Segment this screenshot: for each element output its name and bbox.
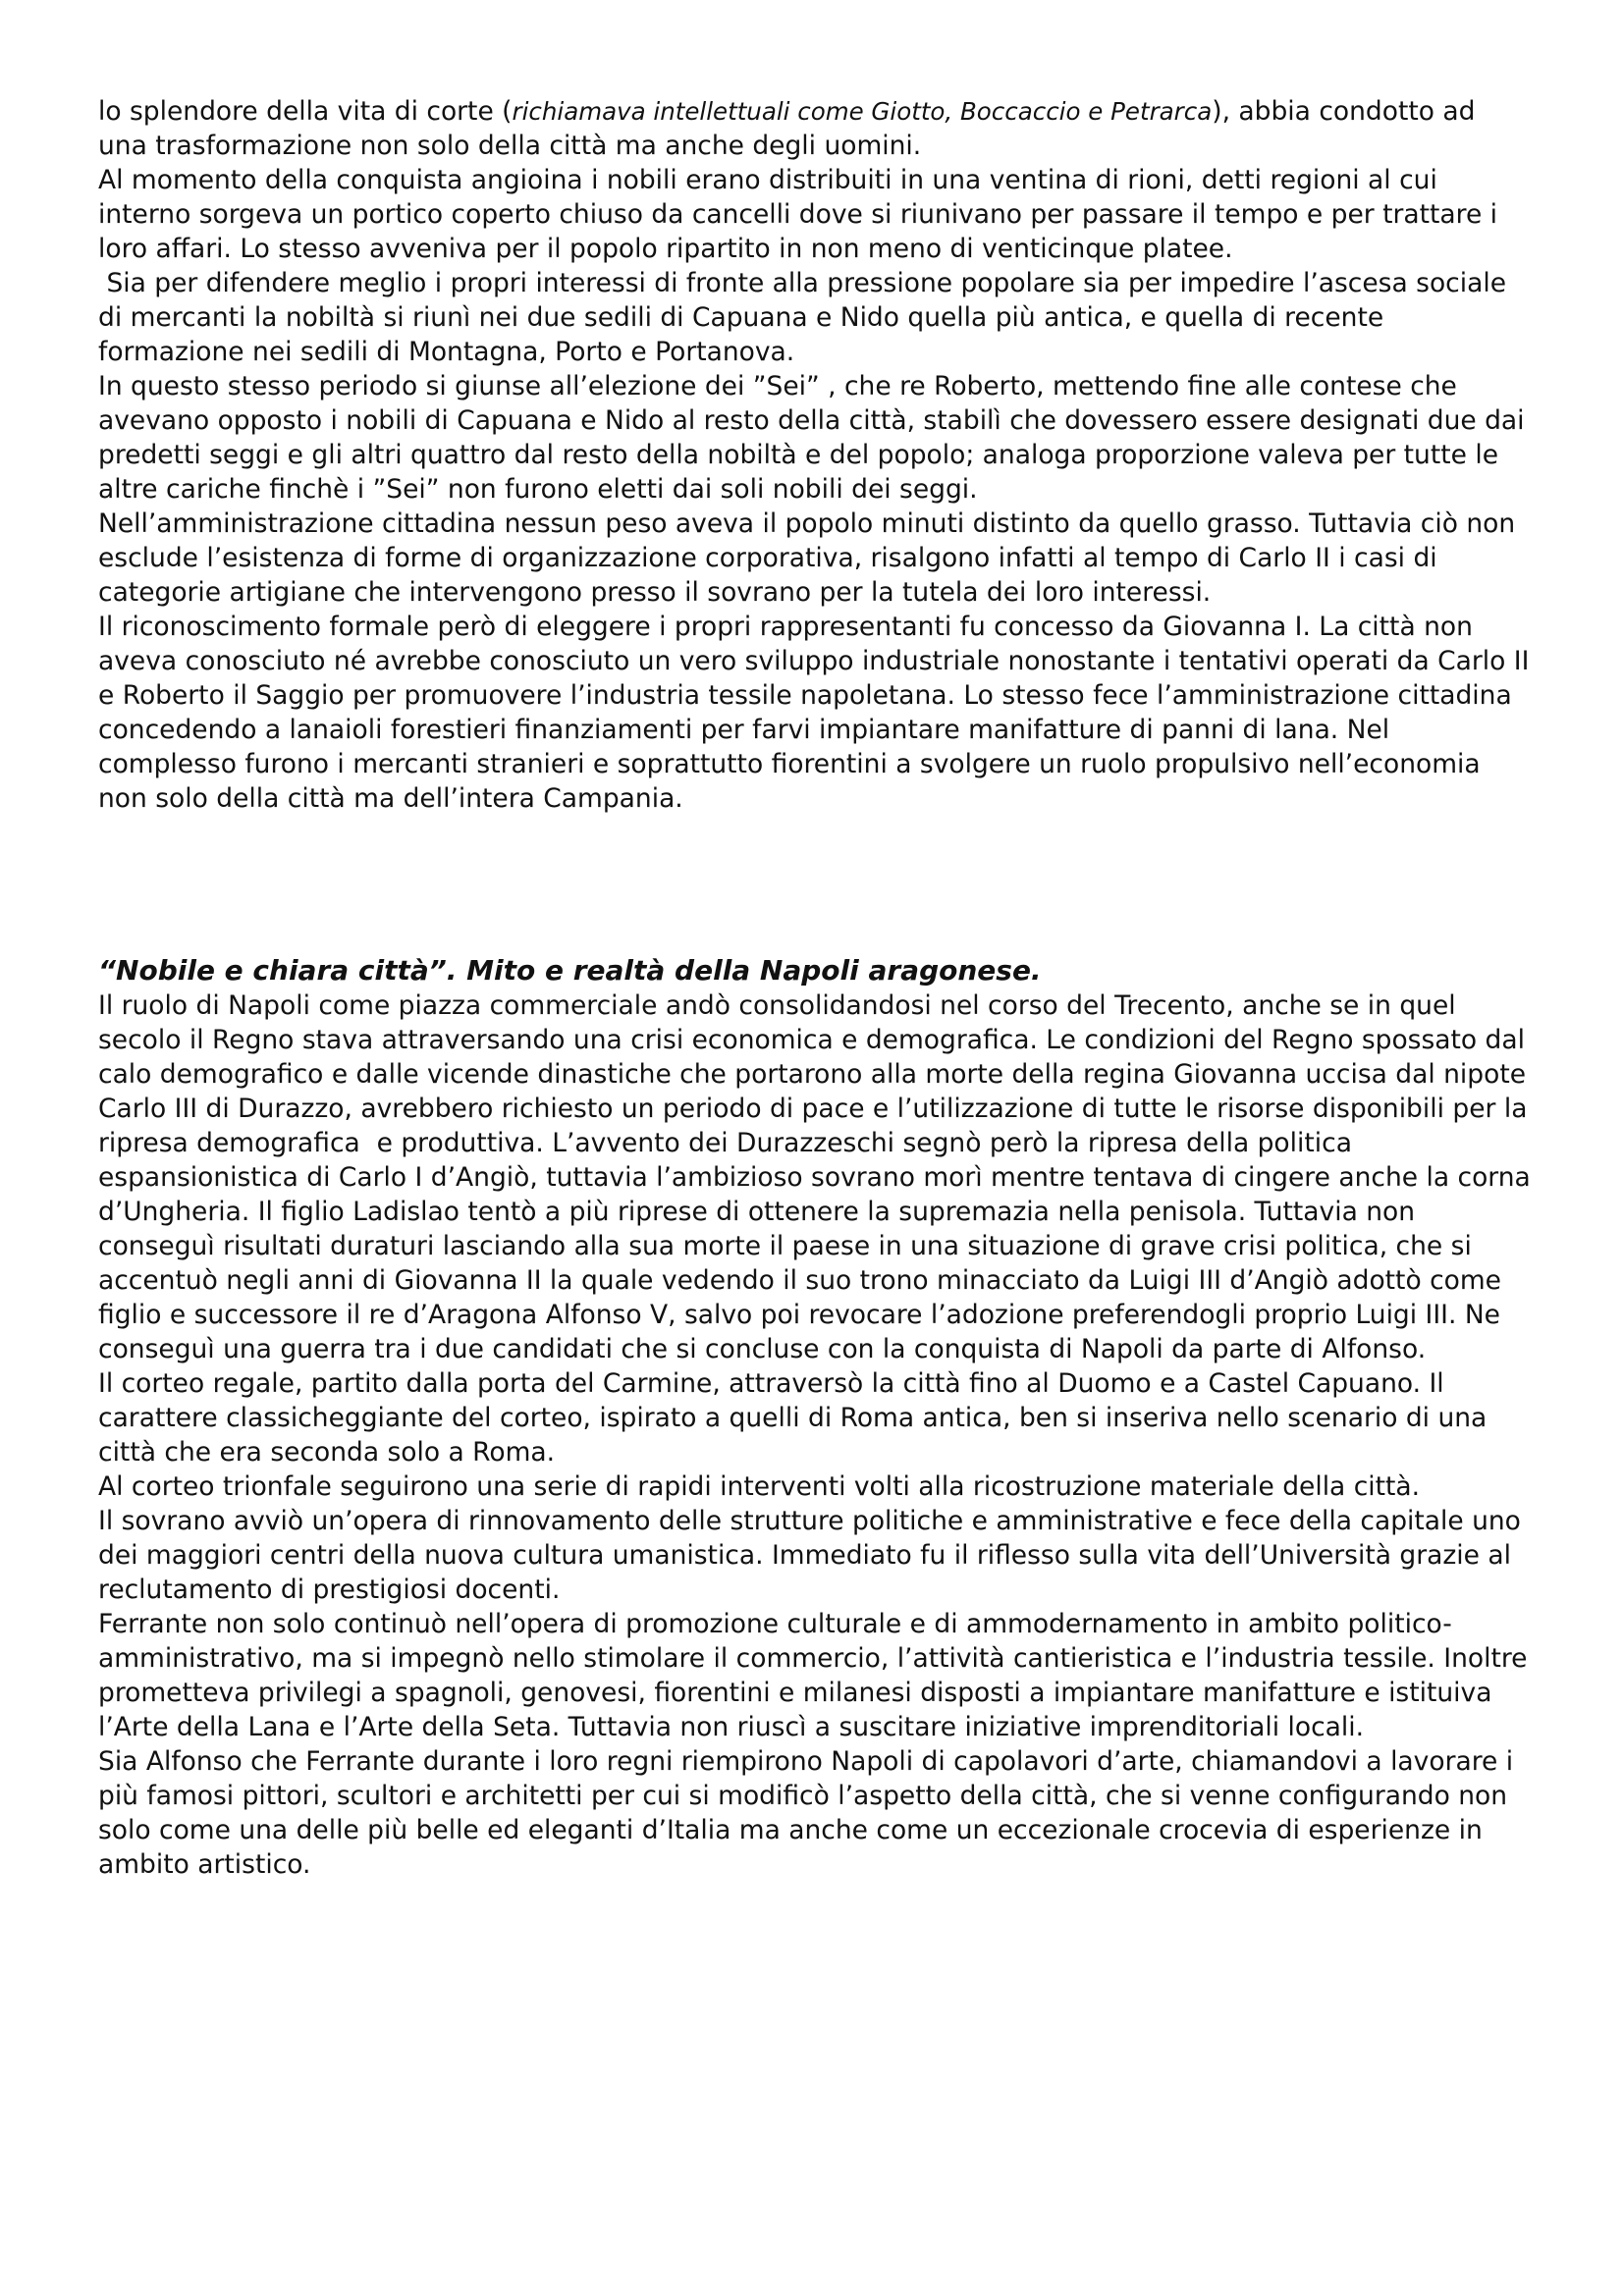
document-page <box>98 94 1540 1882</box>
paragraph-text: ), abbia condotto ad una trasformazione non solo della città ma anche degli uomini. <box>98 96 1476 161</box>
paragraph: Sia per difendere meglio i propri interessi di fronte alla pressione popolare sia per impedire l’ascesa sociale di mercanti la nobiltà si riunì nei due sedili di Capuana e Nido quella più antica, e quella di recente formazione nei sedili di Montagna, Porto e Portanova. <box>98 268 1515 367</box>
section-spacer <box>98 816 1532 953</box>
paragraph: Il sovrano avviò un’opera di rinnovamento delle strutture politiche e amministrative e fece della capitale uno dei maggiori centri della nuova cultura umanistica. Immediato fu il riflesso sulla vita dell’Università grazie al reclutamento di prestigiosi docenti. <box>98 1506 1521 1605</box>
paragraph: Nell’amministrazione cittadina nessun peso aveva il popolo minuti distinto da quello grasso. Tuttavia ciò non esclude l’esistenza di forme di organizzazione corporativa, risalgono infatti al tempo di Carlo II i casi di categorie artigiane che intervengono presso il sovrano per la tutela dei loro interessi. <box>98 508 1516 608</box>
paragraph-text: lo splendore della vita di corte ( <box>98 96 513 127</box>
paragraph: Ferrante non solo continuò nell’opera di promozione culturale e di ammodernamento in ambito politico-amministrativo, ma si impegnò nello stimolare il commercio, l’attività cantieristica e l’industria tessile. Inoltre prometteva privilegi a spagnoli, genovesi, fiorentini e milanesi disposti a impiantare manifatture e istituiva l’Arte della Lana e l’Arte della Seta. Tuttavia non riuscì a suscitare iniziative imprenditoriali locali. <box>98 1609 1528 1742</box>
paragraph: Al corteo trionfale seguirono una serie di rapidi interventi volti alla ricostruzione materiale della città. <box>98 1471 1421 1502</box>
paragraph: Al momento della conquista angioina i nobili erano distribuiti in una ventina di rioni, detti regioni al cui interno sorgeva un portico coperto chiuso da cancelli dove si riunivano per passare il tempo e per trattare i loro affari. Lo stesso avveniva per il popolo ripartito in non meno di venticinque platee. <box>98 165 1498 264</box>
section-title: “Nobile e chiara città”. Mito e realtà della Napoli aragonese. <box>98 954 1042 987</box>
paragraph: Il corteo regale, partito dalla porta del Carmine, attraversò la città fino al Duomo e a Castel Capuano. Il carattere classicheggiante del corteo, ispirato a quelli di Roma antica, ben si inseriva nello scenario di una città che era seconda solo a Roma. <box>98 1368 1488 1468</box>
paragraph: Il ruolo di Napoli come piazza commerciale andò consolidandosi nel corso del Trecento, anche se in quel secolo il Regno stava attraversando una crisi economica e demografica. Le condizioni del Regno spossato dal calo demografico e dalle vicende dinastiche che portarono alla morte della regina Giovanna uccisa dal nipote Carlo III di Durazzo, avrebbero richiesto un periodo di pace e l’utilizzazione di tutte le risorse disponibili per la ripresa demografica e produttiva. L’avvento dei Durazzeschi segnò però la ripresa della politica espansionistica di Carlo I d’Angiò, tuttavia l’ambizioso sovrano morì mentre tentava di cingere anche la corna d’Ungheria. Il figlio Ladislao tentò a più riprese di ottenere la supremazia nella penisola. Tuttavia non conseguì risultati duraturi lasciando alla sua morte il paese in una situazione di grave crisi politica, che si accentuò negli anni di Giovanna II la quale vedendo il suo trono minacciato da Luigi III d’Angiò adottò come figlio e successore il re d’Aragona Alfonso V, salvo poi revocare l’adozione preferendogli proprio Luigi III. Ne conseguì una guerra tra i due candidati che si concluse con la conquista di Napoli da parte di Alfonso. <box>98 990 1540 1364</box>
paragraph: Il riconoscimento formale però di eleggere i propri rappresentanti fu concesso da Giovanna I. La città non aveva conosciuto né avrebbe conosciuto un vero sviluppo industriale nonostante i tentativi operati da Carlo II e Roberto il Saggio per promuovere l’industria tessile napoletana. Lo stesso fece l’amministrazione cittadina concedendo a lanaioli forestieri finanziamenti per farvi impiantare manifatture di panni di lana. Nel complesso furono i mercanti stranieri e soprattutto fiorentini a svolgere un ruolo propulsivo nell’economia non solo della città ma dell’intera Campania. <box>98 612 1530 814</box>
paragraph <box>98 94 1532 163</box>
paragraph: In questo stesso periodo si giunse all’elezione dei ”Sei” , che re Roberto, mettendo fine alle contese che avevano opposto i nobili di Capuana e Nido al resto della città, stabilì che dovessero essere designati due dai predetti seggi e gli altri quattro dal resto della nobiltà e del popolo; analoga proporzione valeva per tutte le altre cariche finchè i ”Sei” non furono eletti dai soli nobili dei seggi. <box>98 371 1525 505</box>
paragraph-italic-text: richiamava intellettuali come Giotto, Boccaccio e Petrarca <box>512 97 1213 126</box>
paragraph: Sia Alfonso che Ferrante durante i loro regni riempirono Napoli di capolavori d’arte, chiamandovi a lavorare i più famosi pittori, scultori e architetti per cui si modificò l’aspetto della città, che si venne configurando non solo come una delle più belle ed eleganti d’Italia ma anche come un eccezionale crocevia di esperienze in ambito artistico. <box>98 1746 1514 1880</box>
